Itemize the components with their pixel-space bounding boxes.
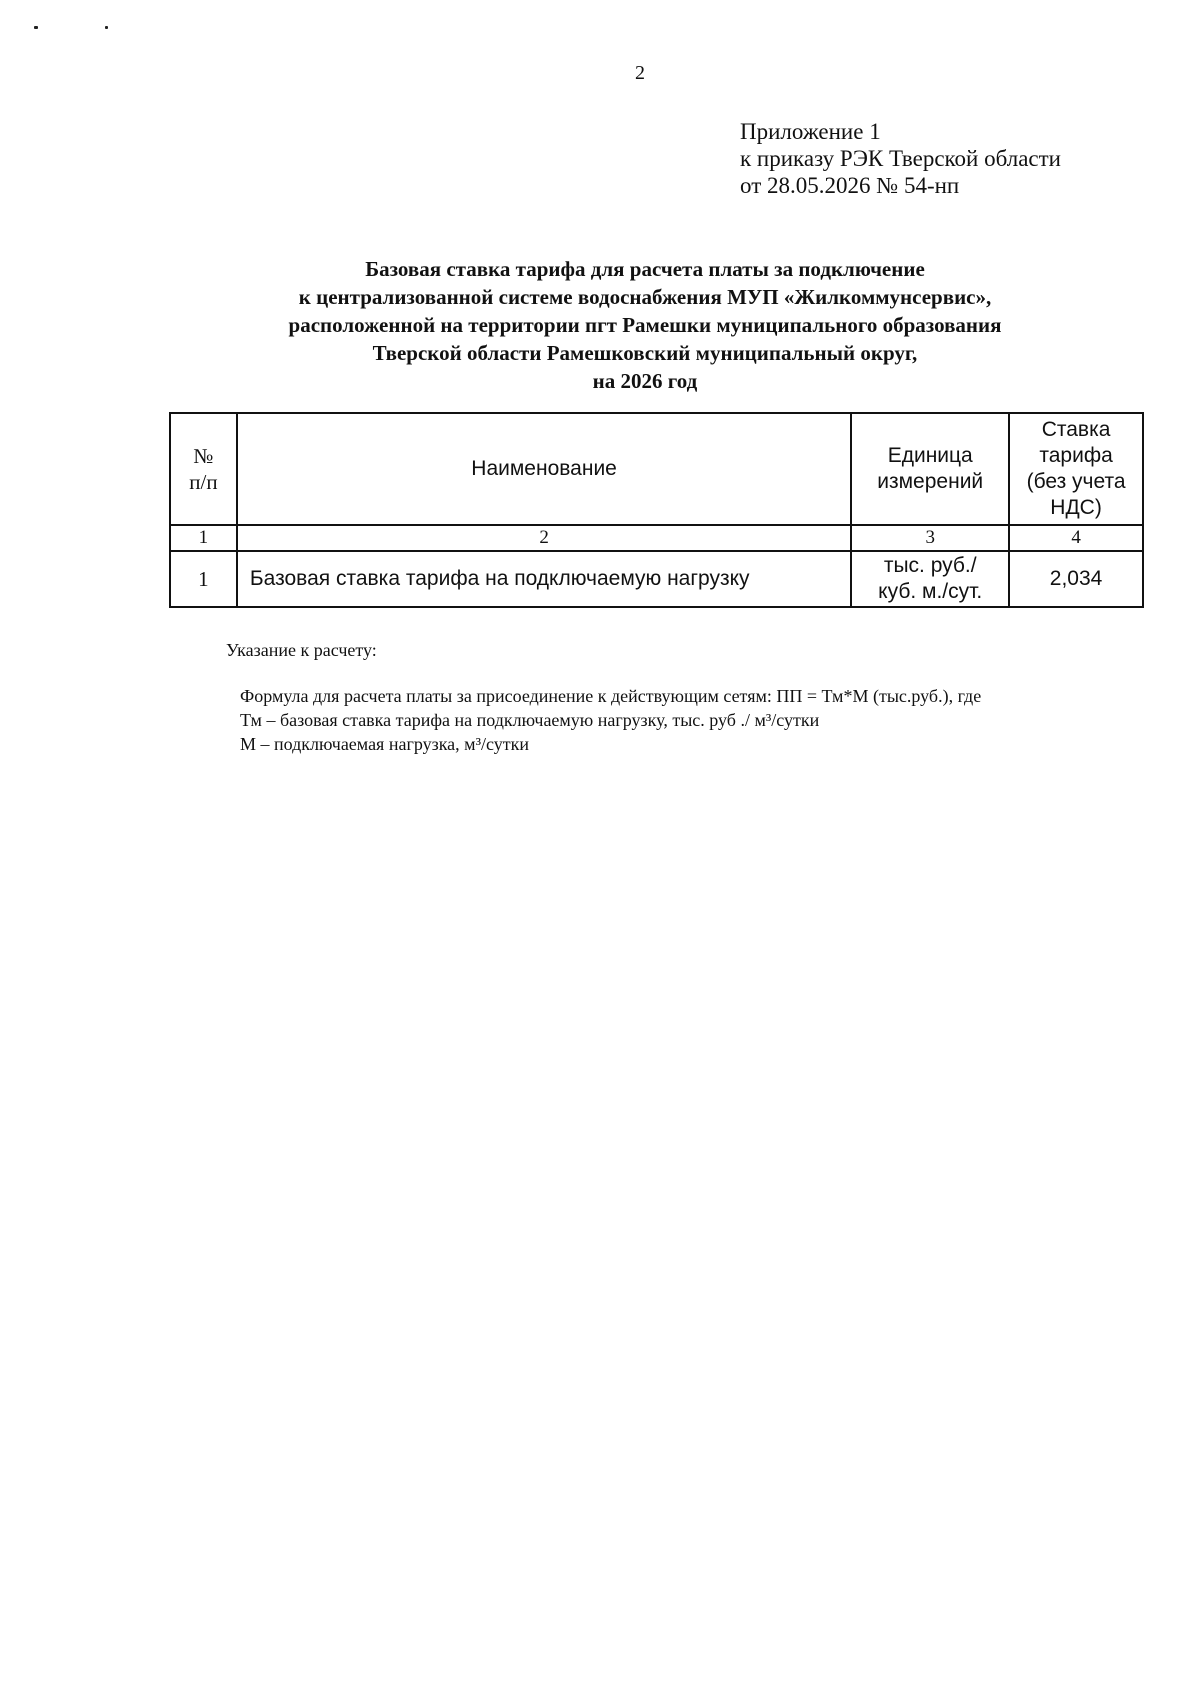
- row-unit-line-2: куб. м./сут.: [878, 580, 983, 603]
- header-rate-line-3: (без учета: [1026, 470, 1126, 493]
- appendix-reference: [740, 118, 1061, 199]
- title-line-2: к централизованной системе водоснабжения МУП «Жилкоммунсервис»,: [298, 285, 992, 309]
- header-number-line-1: №: [193, 444, 214, 468]
- scan-speck-left: [34, 26, 38, 29]
- title-line-1: Базовая ставка тарифа для расчета платы за подключение: [365, 257, 925, 281]
- formula-line-3: М – подключаемая нагрузка, м³/сутки: [240, 734, 529, 754]
- header-unit-line-1: Единица: [887, 444, 973, 467]
- header-name: Наименование: [237, 413, 851, 525]
- appendix-line-1: Приложение 1: [740, 119, 881, 144]
- title-line-5: на 2026 год: [592, 369, 698, 393]
- formula-line-2: Тм – базовая ставка тарифа на подключаемую нагрузку, тыс. руб ./ м³/сутки: [240, 710, 820, 730]
- scan-speck-right: [105, 26, 108, 29]
- header-rate-line-1: Ставка: [1041, 418, 1111, 441]
- title-line-4: Тверской области Рамешковский муниципальный округ,: [372, 341, 918, 365]
- header-unit-line-2: измерений: [877, 470, 984, 493]
- table-row: [170, 551, 1143, 607]
- table-header-row: [170, 413, 1143, 525]
- column-number-4: 4: [1009, 525, 1143, 551]
- header-unit: [851, 413, 1009, 525]
- title-line-3: расположенной на территории пгт Рамешки муниципального образования: [288, 313, 1002, 337]
- header-rate: [1009, 413, 1143, 525]
- column-number-3: 3: [851, 525, 1009, 551]
- row-number: 1: [170, 551, 237, 607]
- row-unit-line-1: тыс. руб./: [883, 554, 977, 577]
- formula-line-1: Формула для расчета платы за присоединение к действующим сетям: ПП = Тм*М (тыс.руб.), где: [240, 686, 982, 706]
- column-number-1: 1: [170, 525, 237, 551]
- row-rate: 2,034: [1009, 551, 1143, 607]
- calculation-formula: [240, 684, 981, 756]
- header-number-line-2: п/п: [189, 470, 218, 494]
- row-unit: [851, 551, 1009, 607]
- document-title: [150, 255, 1140, 395]
- header-rate-line-4: НДС): [1050, 496, 1102, 519]
- appendix-line-2: к приказу РЭК Тверской области: [740, 146, 1061, 171]
- column-number-2: 2: [237, 525, 851, 551]
- calculation-note-heading: Указание к расчету:: [226, 640, 377, 660]
- tariff-table: [169, 412, 1144, 608]
- row-name: Базовая ставка тарифа на подключаемую нагрузку: [237, 551, 851, 607]
- column-number-row: [170, 525, 1143, 551]
- header-number: [170, 413, 237, 525]
- appendix-line-3: от 28.05.2026 № 54-нп: [740, 173, 960, 198]
- page-number: 2: [635, 62, 645, 84]
- header-rate-line-2: тарифа: [1039, 444, 1113, 467]
